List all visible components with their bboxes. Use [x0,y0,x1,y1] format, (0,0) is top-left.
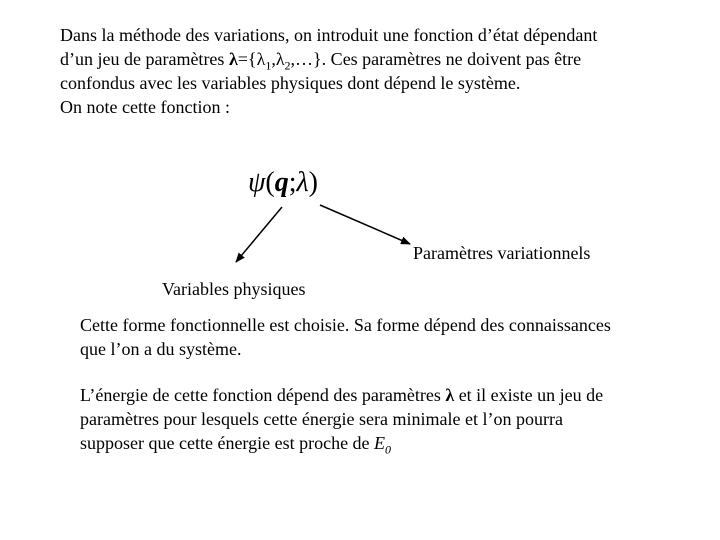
formula-q: q [274,167,289,198]
energy-line-1-prefix: L’énergie de cette fonction dépend des paramètres [80,385,446,405]
energy-e-subscript: 0 [385,442,392,457]
form-note-paragraph [80,313,700,361]
energy-line-1-suffix: et il existe un jeu de [454,385,604,405]
lambda-bold-symbol: λ [228,49,238,69]
label-variables-physiques: Variables physiques [162,279,306,299]
lambda-sub-2: 2 [284,58,291,73]
energy-note-line-2: paramètres pour lesquels cette énergie sera minimale et l’on pourra [80,409,563,429]
form-note-line-1: Cette forme fonctionnelle est choisie. Sa forme dépend des connaissances [80,315,611,335]
set-open: ={λ [237,49,266,69]
formula-psi: ψ [248,167,266,198]
intro-line-2-prefix: d’un jeu de paramètres [60,49,229,69]
label-parametres-variationnels: Paramètres variationnels [413,243,591,263]
energy-note-paragraph [80,383,700,455]
formula-lambda: λ [296,167,309,198]
arrow-to-variables [236,207,282,262]
energy-e0-symbol [374,433,392,457]
formula-close-paren: ) [308,167,318,198]
lambda-sub-1: 1 [265,58,272,73]
intro-line-4: On note cette fonction : [60,97,230,117]
energy-note-line-3 [80,431,700,455]
intro-line-3: confondus avec les variables physiques dont dépend le système. [60,73,521,93]
intro-line-2-suffix: ,…}. Ces paramètres ne doivent pas être [290,49,582,69]
formula-open-paren: ( [265,167,275,198]
form-note-line-2: que l’on a du système. [80,339,242,359]
lambda-bold-symbol-2: λ [445,385,455,405]
formula-separator: ; [288,167,297,198]
energy-note-line-1 [80,383,700,407]
intro-line-1: Dans la méthode des variations, on introduit une fonction d’état dépendant [60,25,598,45]
energy-e-letter: E [374,433,386,453]
energy-line-3-prefix: supposer que cette énergie est proche de [80,433,375,453]
arrow-to-parametres [320,205,410,244]
set-comma: ,λ [271,49,285,69]
